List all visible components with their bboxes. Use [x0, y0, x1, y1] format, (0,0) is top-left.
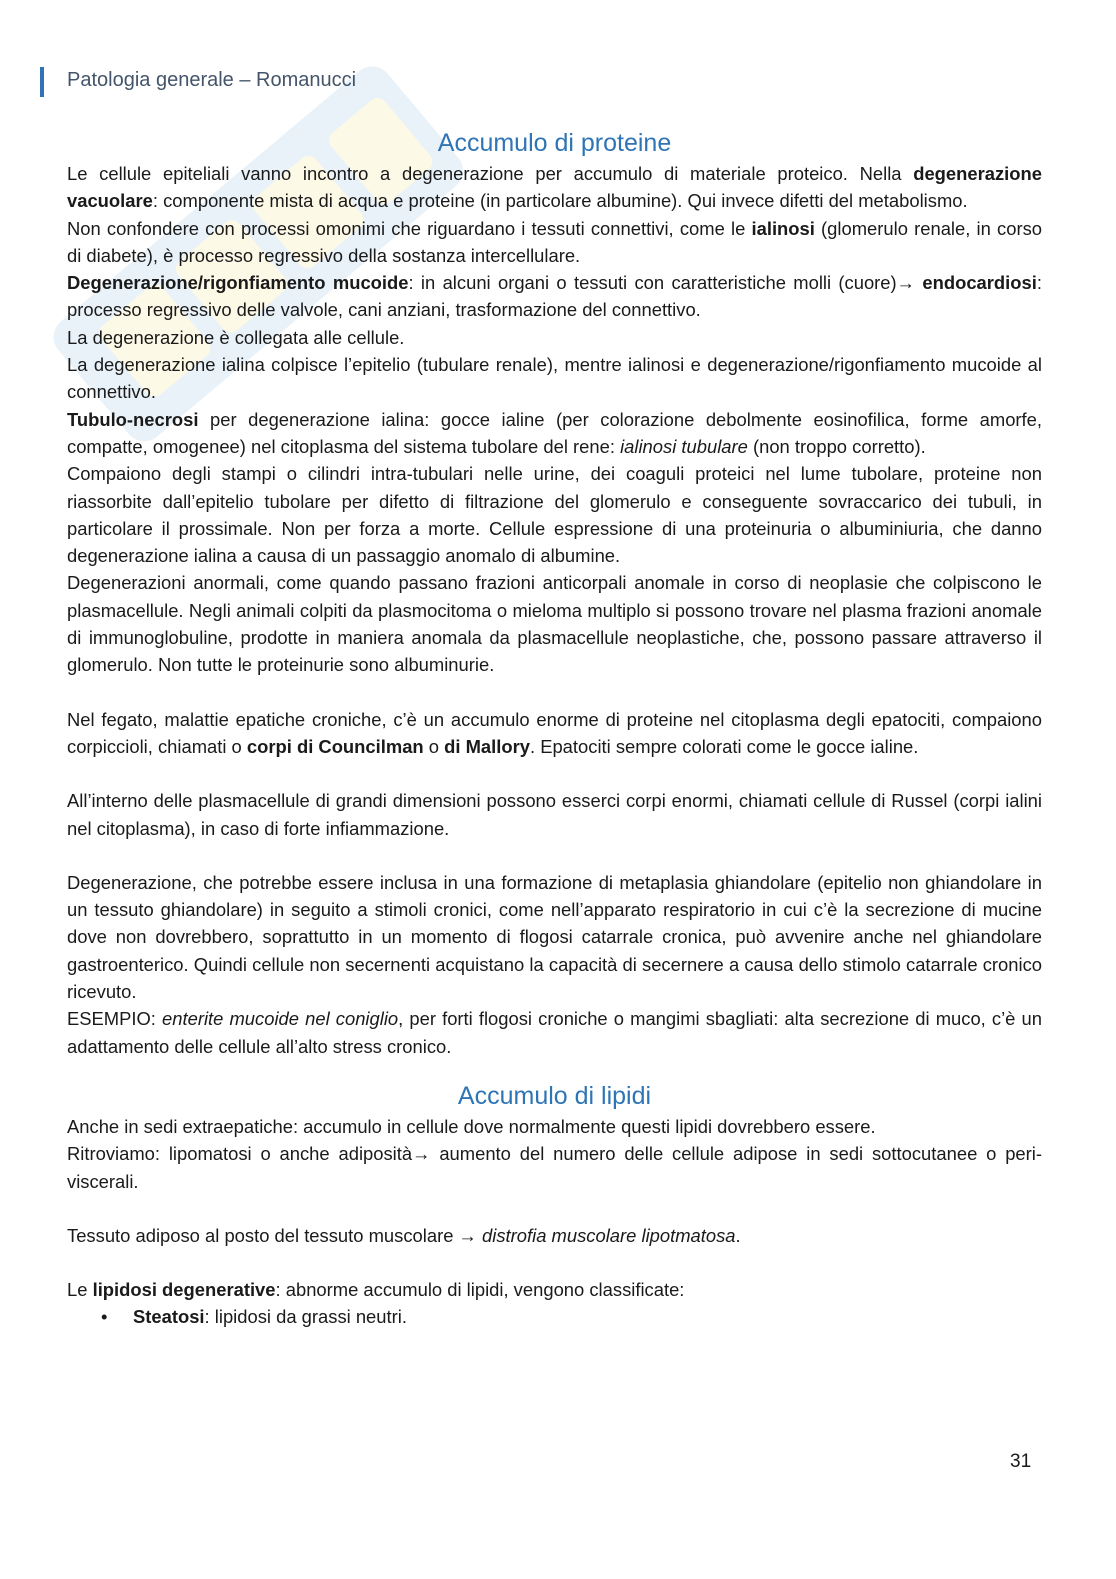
paragraph: ESEMPIO: enterite mucoide nel coniglio, per forti flogosi croniche o mangimi sbagliati: alta secrezione di muco, c’è un adattamento delle cellule all’alto stress cronico. [67, 1008, 1042, 1057]
paragraph: Nel fegato, malattie epatiche croniche, c’è un accumulo enorme di proteine nel citoplasma degli epatociti, compaiono corpicciolі, chiamati o corpi di Councilman o di Mallory. Epatociti sempre colorati come le gocce ialine. [67, 708, 1042, 757]
paragraph: Compaiono degli stampi o cilindri intra-tubulari nelle urine, dei coaguli proteici nel lume tubolare, proteine non riassorbite dall’epitelio tubolare per difetto di filtrazione del glomerulo e conseguente sovraccarico dei tubuli, in particolare il prossimale. Non per forza a morte. Cellule espressione di una proteinuria o albuminiuria, che danno degenerazione ialina a causa di un passaggio anomalo di albumine. [67, 463, 1042, 567]
paragraph: Degenerazioni anormali, come quando passano frazioni anticorpali anomale in corso di neoplasie che colpiscono le plasmacellule. Negli animali colpiti da plasmocitoma o mieloma multiplo si possono trovare nel plasma frazioni anomale di immunoglobuline, prodotte in maniera anomala da plasmacellule neoplastiche, che, possono passare attraverso il glomerulo. Non tutte le proteinurie sono albuminurie. [67, 572, 1042, 676]
paragraph: Degenerazione/rigonfiamento mucoide: in alcuni organi o tessuti con caratteristiche molli (cuore)→ endocardiosi: processo regressivo delle valvole, cani anziani, trasformazione del connettivo. [67, 272, 1042, 321]
paragraph: Anche in sedi extraepatiche: accumulo in cellule dove normalmente questi lipidi dovrebbero essere. [67, 1115, 876, 1137]
page-number: 31 [1010, 1451, 1032, 1472]
paragraph: La degenerazione ialina colpisce l’epitelio (tubulare renale), mentre ialinosi e degenerazione/rigonfiamento mucoide al connettivo. [67, 354, 1042, 403]
page-content [67, 127, 1042, 1331]
paragraph: Tubulo-necrosi per degenerazione ialina: gocce ialine (per colorazione debolmente eosinofilica, forme amorfe, compatte, omogenee) nel citoplasma del sistema tubolare del rene: ialinosi tubulare (non troppo corretto). [67, 408, 1042, 457]
paragraph: Le cellule epiteliali vanno incontro a degenerazione per accumulo di materiale proteico. Nella degenerazione vacuolare: componente mista di acqua e proteine (in particolare albumine). Qui invece difetti del metabolismo. [67, 163, 1042, 212]
paragraph: All’interno delle plasmacellule di grandi dimensioni possono esserci corpi enormi, chiamati cellule di Russel (corpi ialini nel citoplasma), in caso di forte infiammazione. [67, 790, 1042, 839]
bullet-list [67, 1303, 1042, 1330]
paragraph: Ritroviamo: lipomatosi o anche adiposità→ aumento del numero delle cellule adipose in sedi sottocutanee o peri-viscerali. [67, 1143, 1042, 1192]
paragraph: Degenerazione, che potrebbe essere inclusa in una formazione di metaplasia ghiandolare (epitelio non ghiandolare in un tessuto ghiandolare) in seguito a stimoli cronici, come nell’apparato respiratorio in cui c’è la secrezione di mucine dove non dovrebbero, soprattutto in un momento di flogosi catarrale cronica, può avvenire anche nel ghiandolare gastroenterico. Quindi cellule non secernenti acquistano la capacità di secernere a causa dello stimolo catarrale cronico ricevuto. [67, 871, 1042, 1003]
section-heading-lipidi: Accumulo di lipidi [457, 1081, 652, 1110]
header-accent-bar [40, 67, 44, 97]
list-item: • Steatosi: lipidosi da grassi neutri. [133, 1303, 1042, 1330]
paragraph: Le lipidosi degenerative: abnorme accumulo di lipidi, vengono classificate: [67, 1279, 685, 1301]
section-heading-proteine: Accumulo di proteine [437, 129, 672, 157]
running-header: Patologia generale – Romanucci [67, 69, 357, 91]
paragraph: Non confondere con processi omonimi che riguardano i tessuti connettivi, come le ialinosi (glomerulo renale, in corso di diabete), è processo regressivo della sostanza intercellulare. [67, 217, 1043, 266]
paragraph: La degenerazione è collegata alle cellule. [67, 326, 405, 348]
paragraph: Tessuto adiposo al posto del tessuto muscolare → distrofia muscolare lipotmatosa. [67, 1224, 741, 1246]
